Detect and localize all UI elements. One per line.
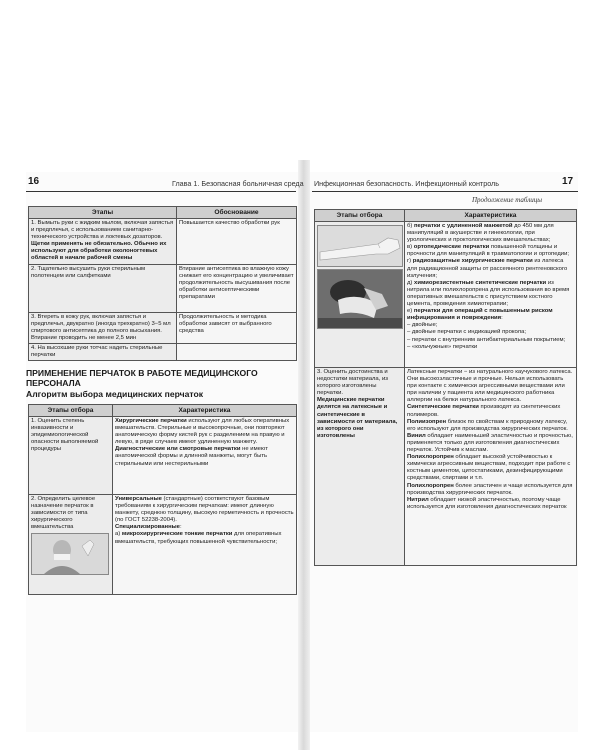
stage-cell xyxy=(29,343,177,360)
characteristics-cell xyxy=(405,222,577,368)
bold-text: Винил xyxy=(407,432,426,439)
characteristics-cell xyxy=(113,417,297,495)
text-run: из нитрила или полихлоропрена для использования во время оперативных вмешательств с присутствием костного цемента, проведения химиотерапии; е) xyxy=(407,279,570,315)
text-run: из латекса для радиационной защиты от рассеянного рентгеновского излучения; д) xyxy=(407,258,568,286)
doctor-with-gloves-photo xyxy=(31,533,109,575)
bold-text: Полихлоропрен xyxy=(407,454,454,461)
bold-text: Щетки применять не обязательно. Обычно их используют для обработки околоногтевых областей в начале рабочей смены xyxy=(31,241,167,262)
reason-cell: Продолжительность и методика обработки зависят от выбранного средства xyxy=(177,312,297,343)
glove-selection-table xyxy=(28,404,297,595)
text-run: производят из синтетических полимеров. xyxy=(407,404,561,418)
stage-cell xyxy=(29,495,113,595)
bold-text: Полиизопрен xyxy=(407,418,447,425)
bold-text: химиорезистентные синтетические перчатки xyxy=(414,279,547,286)
column-header-selection-stages: Этапы отбора xyxy=(29,405,113,417)
column-header-stages: Этапы xyxy=(29,207,177,219)
text-run: б) xyxy=(407,223,414,229)
reason-cell: Втирание антисептика во влажную кожу снижает его концентрацию и увеличивает продолжительность высушивания после обработки антисептическими препаратами xyxy=(177,264,297,312)
text-run: более эластичен и чаще используется для производства хирургических перчаток. xyxy=(407,482,573,496)
text-run: 4. На высохшие руки тотчас надеть стерильные перчатки xyxy=(31,344,163,359)
bold-text: Синтетические перчатки xyxy=(407,404,479,411)
stage-text: 2. Определить целевое назначение перчаток в зависимости от типа хирургического вмешательства xyxy=(31,496,96,531)
bold-text: микрохирургические тонкие перчатки xyxy=(121,531,233,538)
continuation-note: Продолжение таблицы xyxy=(472,196,543,204)
photos-cell xyxy=(315,222,405,368)
text-run: 3. Втереть в кожу рук, включая запястья и предплечья, двукратно (иногда трехкратно) 3−5 мл спиртового антисептика до полного высыхания. Втирание проводить не менее 2,5 мин xyxy=(31,313,171,341)
bold-text: Полихлоропрен xyxy=(407,482,454,489)
reason-cell xyxy=(177,343,297,360)
section-title: ПРИМЕНЕНИЕ ПЕРЧАТОК В РАБОТЕ МЕДИЦИНСКОГО ПЕРСОНАЛА xyxy=(26,368,258,388)
table-row xyxy=(29,343,297,360)
bold-text: перчатки с удлиненной манжетой xyxy=(413,223,513,229)
text-run: 3. Оценить достоинства и недостатки материала, из которого изготовлены перчатки. xyxy=(317,369,388,397)
table-row xyxy=(29,417,297,495)
table-row xyxy=(29,312,297,343)
stage-cell: 1. Оценить степень инвазивности и эпидемиологической опасности выполняемой процедуры xyxy=(29,417,113,495)
table-row xyxy=(315,222,577,368)
left-header-rule xyxy=(26,191,296,192)
section-subtitle: Алгоритм выбора медицинских перчаток xyxy=(26,389,204,399)
bold-text: перчатки для операций с повышенным риском инфицирования и повреждения xyxy=(407,308,553,322)
left-running-head: Глава 1. Безопасная больничная среда xyxy=(172,179,304,188)
bold-text: Универсальные xyxy=(115,496,162,502)
glove-selection-table-continued xyxy=(314,209,577,566)
table-row xyxy=(315,368,577,566)
text-run: обладает низкой эластичностью, поэтому чаще используется для изготовления диагностических перчаток xyxy=(407,496,567,510)
text-run: используют для любых оперативных вмешательств. Стерильные и высокопрочные, они повторяют анатомическую форму кистей рук с разделением на правую и левую, в ряде случаев имеют удлиненную манжету. xyxy=(115,418,290,446)
table-row xyxy=(29,219,297,265)
book-gutter xyxy=(298,160,310,750)
right-header-rule xyxy=(312,191,578,192)
bold-text: ортопедические перчатки xyxy=(413,244,490,251)
text-run: близок по свойствам к природному латексу, его используют для производства хирургических перчаток. xyxy=(407,418,568,432)
surgery-hands-photo xyxy=(317,269,403,329)
bold-text: Нитрил xyxy=(407,496,429,503)
stage-cell xyxy=(29,312,177,343)
text-run: повышенной толщины и прочности для манипуляций в травматологии и ортопедии; г) xyxy=(407,244,570,265)
text-run: : а) xyxy=(115,524,182,538)
bold-text: Диагностические или смотровые перчатки xyxy=(115,446,241,453)
right-page-number: 17 xyxy=(562,176,574,187)
table-row xyxy=(29,264,297,312)
bold-text: Хирургические перчатки xyxy=(115,418,187,424)
hand-prep-table xyxy=(28,206,297,361)
column-header-characteristics: Характеристика xyxy=(113,405,297,417)
bold-text: Специализированные xyxy=(115,524,180,531)
long-cuff-glove-photo xyxy=(317,225,403,267)
column-header-reason: Обоснование xyxy=(177,207,297,219)
left-page-number: 16 xyxy=(28,176,40,187)
text-run: обладает наименьшей эластичностью и прочностью, применяется только для изготовления диагностических перчаток. Устойчив к маслам. xyxy=(407,432,573,454)
text-run: обладает высокой устойчивостью к химически агрессивным веществам, подходит при работе с костным цементом, цитостатиками, дезинфицирующими средствами, спиртами и т.п. xyxy=(407,454,571,482)
characteristics-cell xyxy=(113,495,297,595)
text-run: до 450 мм для манипуляций в акушерстве и гинекологии, при урологических и проктологических вмешательствах; в) xyxy=(407,223,554,251)
text-run: не имеют анатомической формы и длинной манжеты, могут быть стерильными или нестерильными xyxy=(115,446,268,467)
text-run: Латексные перчатки − из натурального каучукового латекса. Они высокоэластичные и прочные. Нельзя использовать при контакте с химически агрессивными веществами или при наличии у пациента или медицинского работника аллергии на белки натурального латекса. xyxy=(407,369,573,404)
reason-cell: Повышается качество обработки рук xyxy=(177,219,297,265)
bold-text: Медицинские перчатки делятся на латексные и синтетические в зависимости от материала, из которого они изготовлены xyxy=(317,397,398,439)
stage-cell xyxy=(29,219,177,265)
column-header-characteristics: Характеристика xyxy=(405,210,577,222)
text-run: для оперативных вмешательств, требующих повышенной чувствительности; xyxy=(115,531,282,545)
column-header-selection-stages: Этапы отбора xyxy=(315,210,405,222)
table-row xyxy=(29,495,297,595)
text-run: 2. Тщательно высушить руки стерильным полотенцем или салфетками xyxy=(31,265,146,279)
text-run: : – двойные; – двойные перчатки с индикацией прокола; – перчатки с внутренним антибактериальным покрытием; – «кольчужные» перчатки xyxy=(407,315,566,350)
stage-cell xyxy=(29,264,177,312)
right-running-head: Инфекционная безопасность. Инфекционный контроль xyxy=(314,179,500,188)
characteristics-cell xyxy=(405,368,577,566)
text-run: 1. Вымыть руки с жидким мылом, включая запястья и предплечья, с использованием санитарно-технического устройства и локтевых дозаторов. xyxy=(31,220,174,241)
bold-text: радиозащитные хирургические перчатки xyxy=(412,258,533,265)
stage-cell xyxy=(315,368,405,566)
text-run: (стандартные) соответствуют базовым требованиям к хирургическим перчаткам: имеют длинную манжету, среднюю толщину, высокую герметичность и прочность (по ГОСТ 52238-2004). xyxy=(115,496,294,524)
